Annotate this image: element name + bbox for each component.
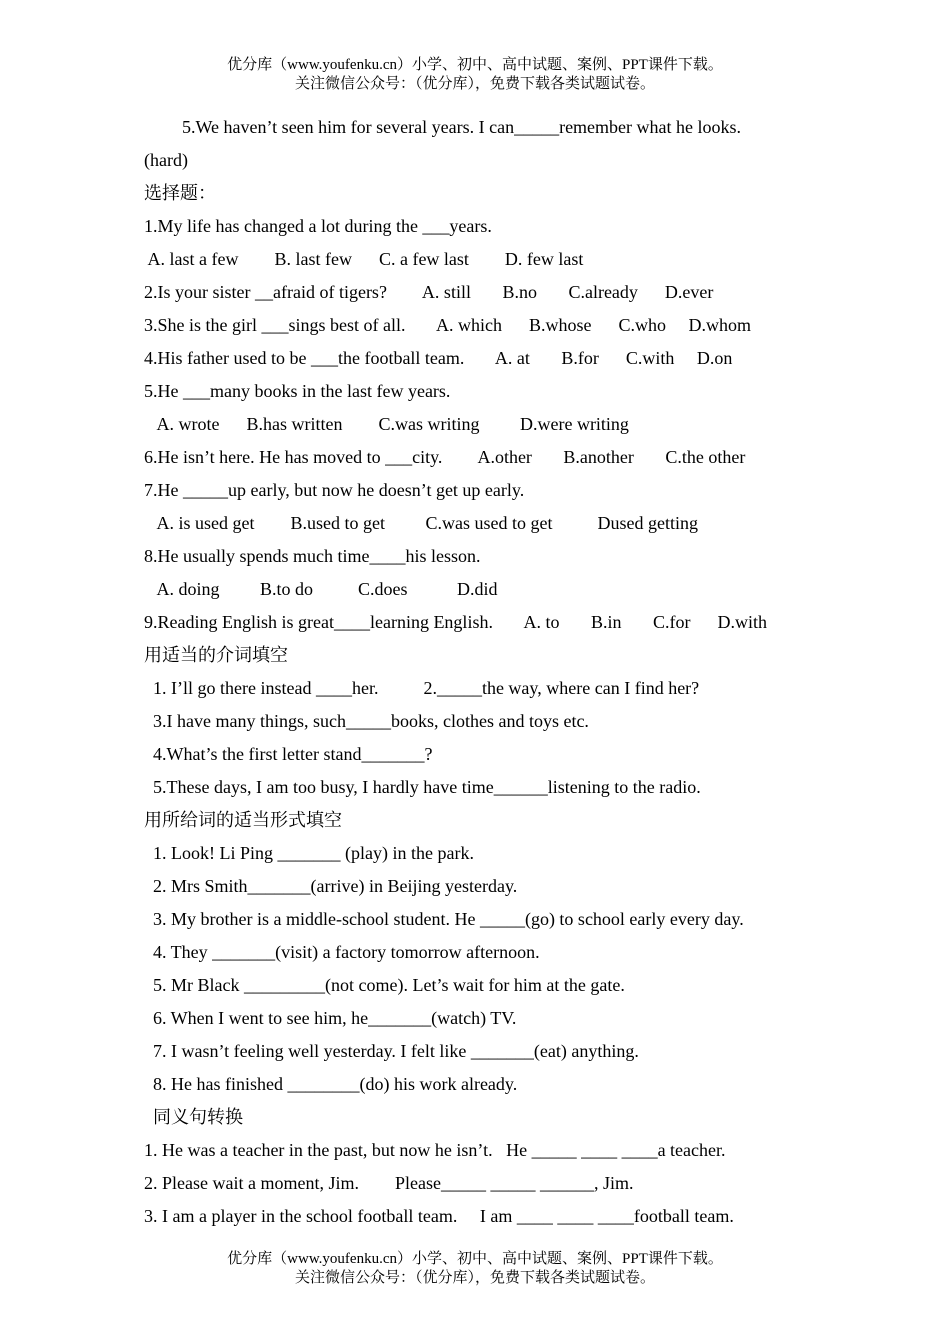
section-title-prepositions: 用适当的介词填空 <box>144 645 288 665</box>
prep-question-1-2: 1. I’ll go there instead ____her. 2._____the way, where can I find her? <box>144 678 700 698</box>
page-footer <box>0 1250 950 1288</box>
header-line-2: 关注微信公众号：（优分库），免费下载各类试题试卷。 <box>294 76 655 92</box>
form-question-4: 4. They _______(visit) a factory tomorrow afternoon. <box>144 942 540 962</box>
fill-in-q5: 5.We haven’t seen him for several years. I can_____remember what he looks. <box>182 117 742 137</box>
mc-options-8: A. doing B.to do C.does D.did <box>144 579 498 599</box>
mc-question-8: 8.He usually spends much time____his lesson. <box>144 546 481 566</box>
transform-question-3: 3. I am a player in the school football team. I am ____ ____ ____football team. <box>144 1206 734 1226</box>
mc-options-7: A. is used get B.used to get C.was used to get Dused getting <box>144 513 698 533</box>
mc-options-5: A. wrote B.has written C.was writing D.were writing <box>144 414 629 434</box>
mc-question-7: 7.He _____up early, but now he doesn’t get up early. <box>144 480 525 500</box>
form-question-8: 8. He has finished ________(do) his work already. <box>144 1074 518 1094</box>
mc-options-1: A. last a few B. last few C. a few last D. few last <box>144 249 584 269</box>
transform-question-1: 1. He was a teacher in the past, but now he isn’t. He _____ ____ ____a teacher. <box>144 1140 726 1160</box>
form-question-7: 7. I wasn’t feeling well yesterday. I felt like _______(eat) anything. <box>144 1041 639 1061</box>
section-title-multiple-choice: 选择题： <box>144 183 216 203</box>
fill-in-q5-hint: (hard) <box>144 150 188 170</box>
form-question-3: 3. My brother is a middle-school student. He _____(go) to school early every day. <box>144 909 744 929</box>
form-question-1: 1. Look! Li Ping _______ (play) in the park. <box>144 843 474 863</box>
section-title-word-forms: 用所给词的适当形式填空 <box>144 810 342 830</box>
form-question-6: 6. When I went to see him, he_______(watch) TV. <box>144 1008 517 1028</box>
section-title-sentence-transform: 同义句转换 <box>144 1107 243 1127</box>
mc-question-4: 4.His father used to be ___the football team. A. at B.for C.with D.on <box>144 348 733 368</box>
mc-question-1: 1.My life has changed a lot during the ___years. <box>144 216 492 236</box>
mc-question-9: 9.Reading English is great____learning English. A. to B.in C.for D.with <box>144 612 767 632</box>
form-question-5: 5. Mr Black _________(not come). Let’s wait for him at the gate. <box>144 975 625 995</box>
header-line-1: 优分库（www.youfenku.cn）小学、初中、高中试题、案例、PPT课件下载。 <box>227 57 723 73</box>
mc-question-5: 5.He ___many books in the last few years. <box>144 381 451 401</box>
footer-line-2: 关注微信公众号：（优分库），免费下载各类试题试卷。 <box>294 1270 655 1286</box>
mc-question-2: 2.Is your sister __afraid of tigers? A. still B.no C.already D.ever <box>144 282 714 302</box>
prep-question-3: 3.I have many things, such_____books, clothes and toys etc. <box>144 711 589 731</box>
prep-question-5: 5.These days, I am too busy, I hardly have time______listening to the radio. <box>144 777 701 797</box>
prep-question-4: 4.What’s the first letter stand_______? <box>144 744 433 764</box>
page-header <box>0 56 950 94</box>
footer-line-1: 优分库（www.youfenku.cn）小学、初中、高中试题、案例、PPT课件下载。 <box>227 1251 723 1267</box>
mc-question-6: 6.He isn’t here. He has moved to ___city. A.other B.another C.the other <box>144 447 746 467</box>
mc-question-3: 3.She is the girl ___sings best of all. A. which B.whose C.who D.whom <box>144 315 751 335</box>
transform-question-2: 2. Please wait a moment, Jim. Please_____ _____ ______, Jim. <box>144 1173 634 1193</box>
form-question-2: 2. Mrs Smith_______(arrive) in Beijing yesterday. <box>144 876 518 896</box>
